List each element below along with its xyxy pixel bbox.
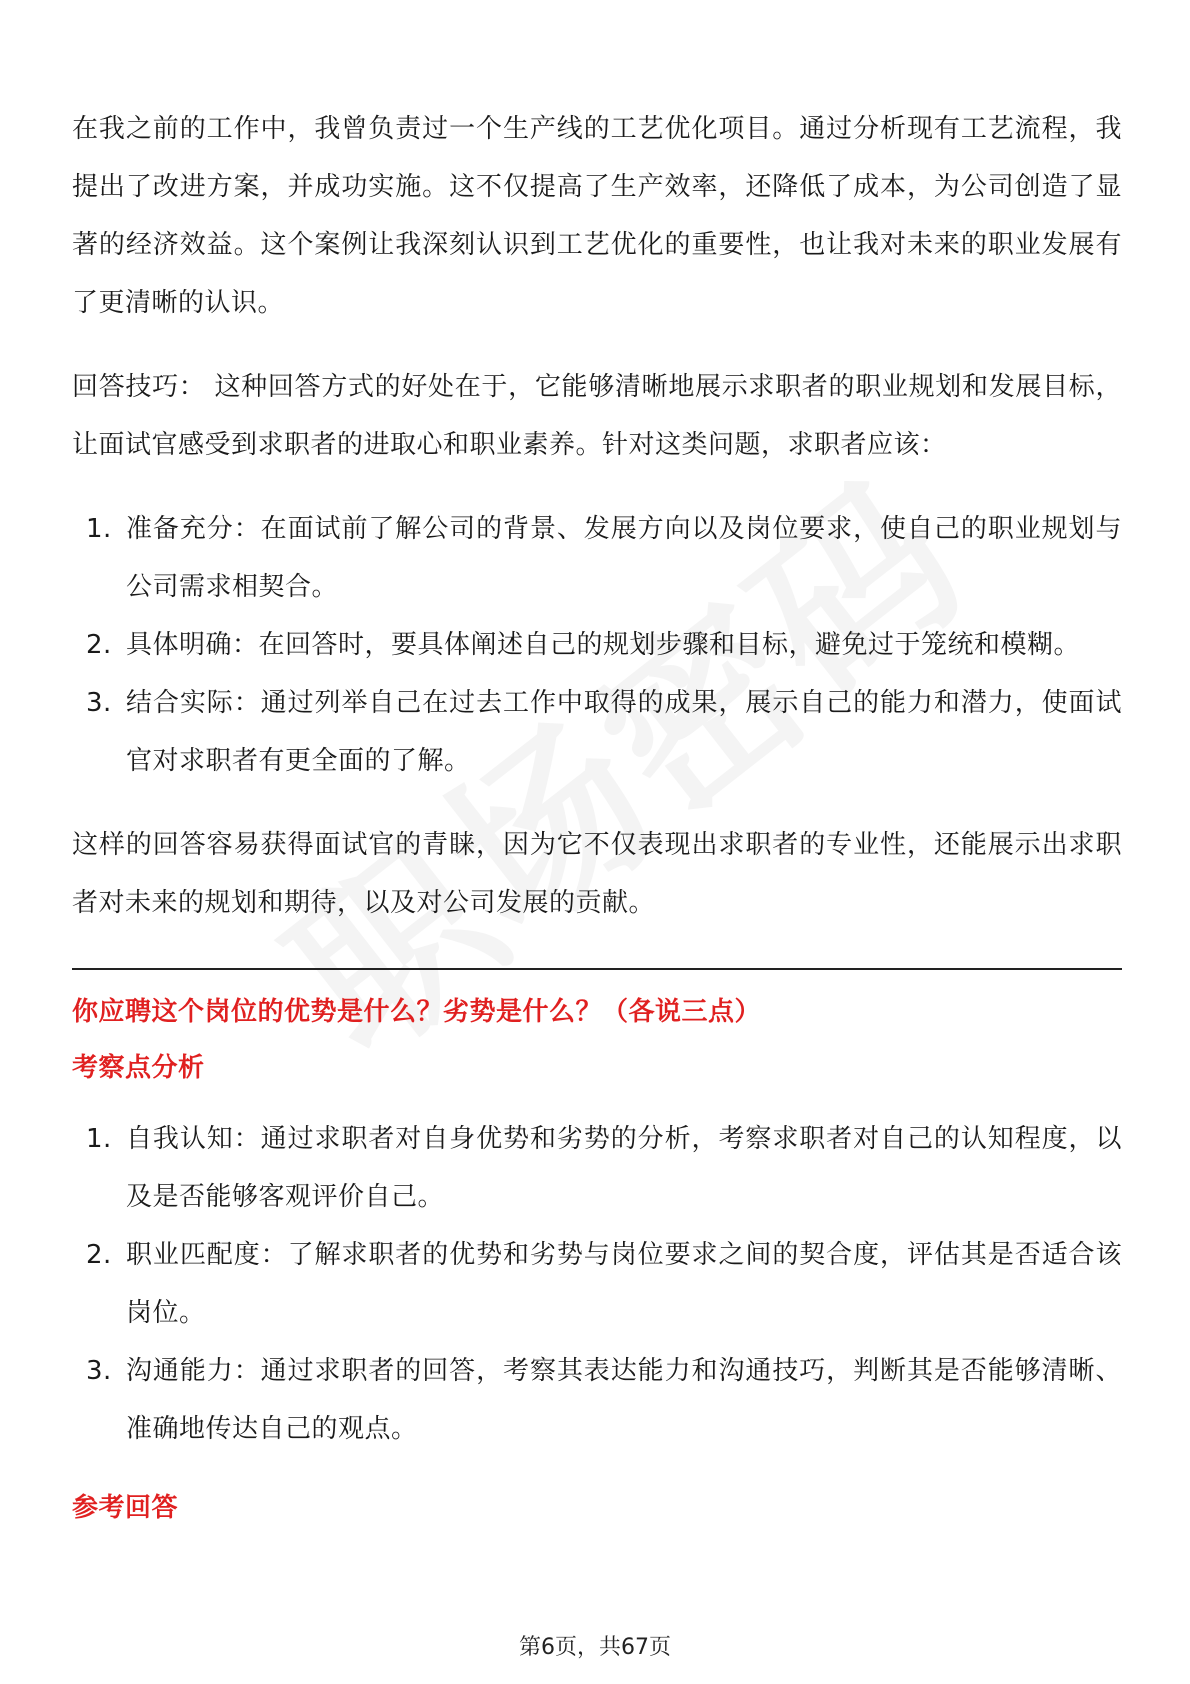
list-item — [72, 500, 1122, 616]
reference-answer-heading: 参考回答 — [72, 1493, 179, 1523]
list-item-text: 职业匹配度：了解求职者的优势和劣势与岗位要求之间的契合度，评估其是否适合该岗位。 — [126, 1240, 1122, 1328]
list-number: 3. — [86, 1356, 112, 1386]
list-item — [72, 616, 1122, 674]
list-item — [72, 1226, 1122, 1342]
tips-list — [72, 500, 1122, 790]
section-divider — [72, 968, 1122, 970]
list-number: 1. — [86, 514, 112, 544]
list-number: 3. — [86, 688, 112, 718]
list-item-text: 沟通能力：通过求职者的回答，考察其表达能力和沟通技巧，判断其是否能够清晰、准确地传达自己的观点。 — [126, 1356, 1122, 1444]
interview-question: 你应聘这个岗位的优势是什么？劣势是什么？（各说三点） — [72, 997, 762, 1027]
list-item — [72, 674, 1122, 790]
list-item — [72, 1342, 1122, 1458]
page-content — [72, 100, 1122, 1532]
list-number: 2. — [86, 1240, 112, 1270]
list-item — [72, 1110, 1122, 1226]
list-item-text: 具体明确：在回答时，要具体阐述自己的规划步骤和目标，避免过于笼统和模糊。 — [126, 630, 1081, 660]
page-number-footer: 第6页，共67页 — [519, 1635, 671, 1660]
list-item-text: 自我认知：通过求职者对自身优势和劣势的分析，考察求职者对自己的认知程度，以及是否能够客观评价自己。 — [126, 1124, 1122, 1212]
list-number: 2. — [86, 630, 112, 660]
list-item-text: 结合实际：通过列举自己在过去工作中取得的成果，展示自己的能力和潜力，使面试官对求职者有更全面的了解。 — [126, 688, 1122, 776]
paragraph-case-example: 在我之前的工作中，我曾负责过一个生产线的工艺优化项目。通过分析现有工艺流程，我提出了改进方案，并成功实施。这不仅提高了生产效率，还降低了成本，为公司创造了显著的经济效益。这个案例让我深刻认识到工艺优化的重要性，也让我对未来的职业发展有了更清晰的认识。 — [72, 114, 1122, 318]
analysis-list — [72, 1110, 1122, 1458]
paragraph-conclusion: 这样的回答容易获得面试官的青睐，因为它不仅表现出求职者的专业性，还能展示出求职者对未来的规划和期待，以及对公司发展的贡献。 — [72, 830, 1122, 918]
list-number: 1. — [86, 1124, 112, 1154]
analysis-heading: 考察点分析 — [72, 1053, 205, 1083]
paragraph-answer-tips: 回答技巧： 这种回答方式的好处在于，它能够清晰地展示求职者的职业规划和发展目标，让面试官感受到求职者的进取心和职业素养。针对这类问题，求职者应该： — [72, 372, 1122, 460]
list-item-text: 准备充分：在面试前了解公司的背景、发展方向以及岗位要求，使自己的职业规划与公司需求相契合。 — [126, 514, 1122, 602]
